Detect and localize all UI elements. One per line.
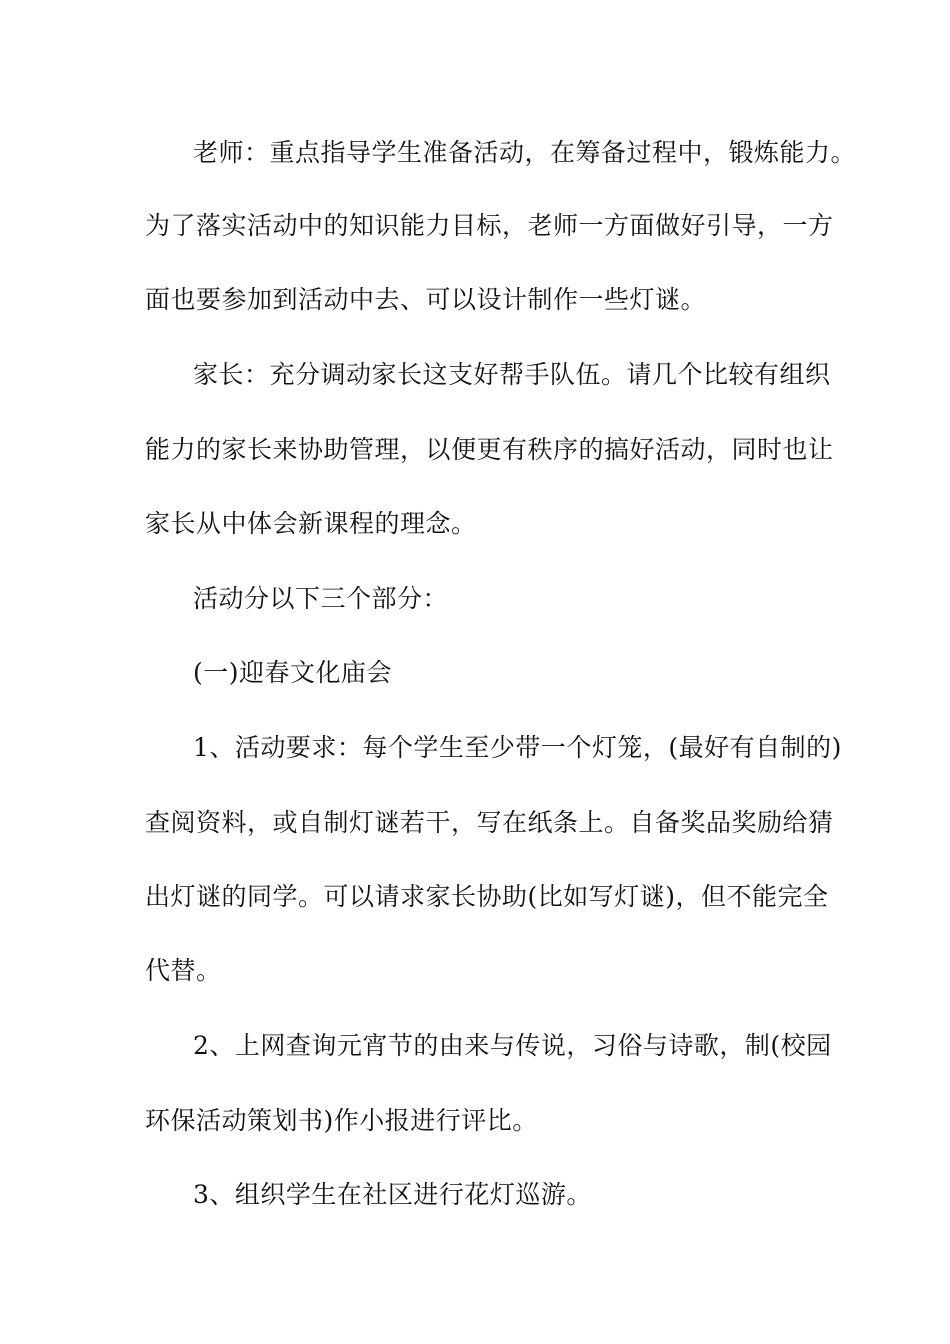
item-1-line-1: 1、活动要求：每个学生至少带一个灯笼，(最好有自制的) xyxy=(193,733,842,762)
item-2-line-2: 环保活动策划书)作小报进行评比。 xyxy=(145,1106,538,1135)
item-1-line-2: 查阅资料，或自制灯谜若干，写在纸条上。自备奖品奖励给猜 xyxy=(145,808,834,837)
paragraph-parent-line-1: 家长：充分调动家长这支好帮手队伍。请几个比较有组织 xyxy=(193,360,831,389)
item-3-line-1: 3、组织学生在社区进行花灯巡游。 xyxy=(193,1180,592,1209)
paragraph-teacher-line-1: 老师：重点指导学生准备活动，在筹备过程中，锻炼能力。 xyxy=(193,138,857,167)
paragraph-parts-intro: 活动分以下三个部分： xyxy=(193,584,449,613)
paragraph-teacher-line-2: 为了落实活动中的知识能力目标，老师一方面做好引导，一方 xyxy=(145,211,834,240)
section-heading-temple-fair: (一)迎春文化庙会 xyxy=(193,658,393,687)
paragraph-parent-line-3: 家长从中体会新课程的理念。 xyxy=(145,509,477,538)
item-1-line-4: 代替。 xyxy=(145,956,222,985)
paragraph-teacher-line-3: 面也要参加到活动中去、可以设计制作一些灯谜。 xyxy=(145,285,707,314)
item-2-line-1: 2、上网查询元宵节的由来与传说，习俗与诗歌，制(校园 xyxy=(193,1031,832,1060)
paragraph-parent-line-2: 能力的家长来协助管理，以便更有秩序的搞好活动，同时也让 xyxy=(145,435,834,464)
item-1-line-3: 出灯谜的同学。可以请求家长协助(比如写灯谜)，但不能完全 xyxy=(145,882,829,911)
